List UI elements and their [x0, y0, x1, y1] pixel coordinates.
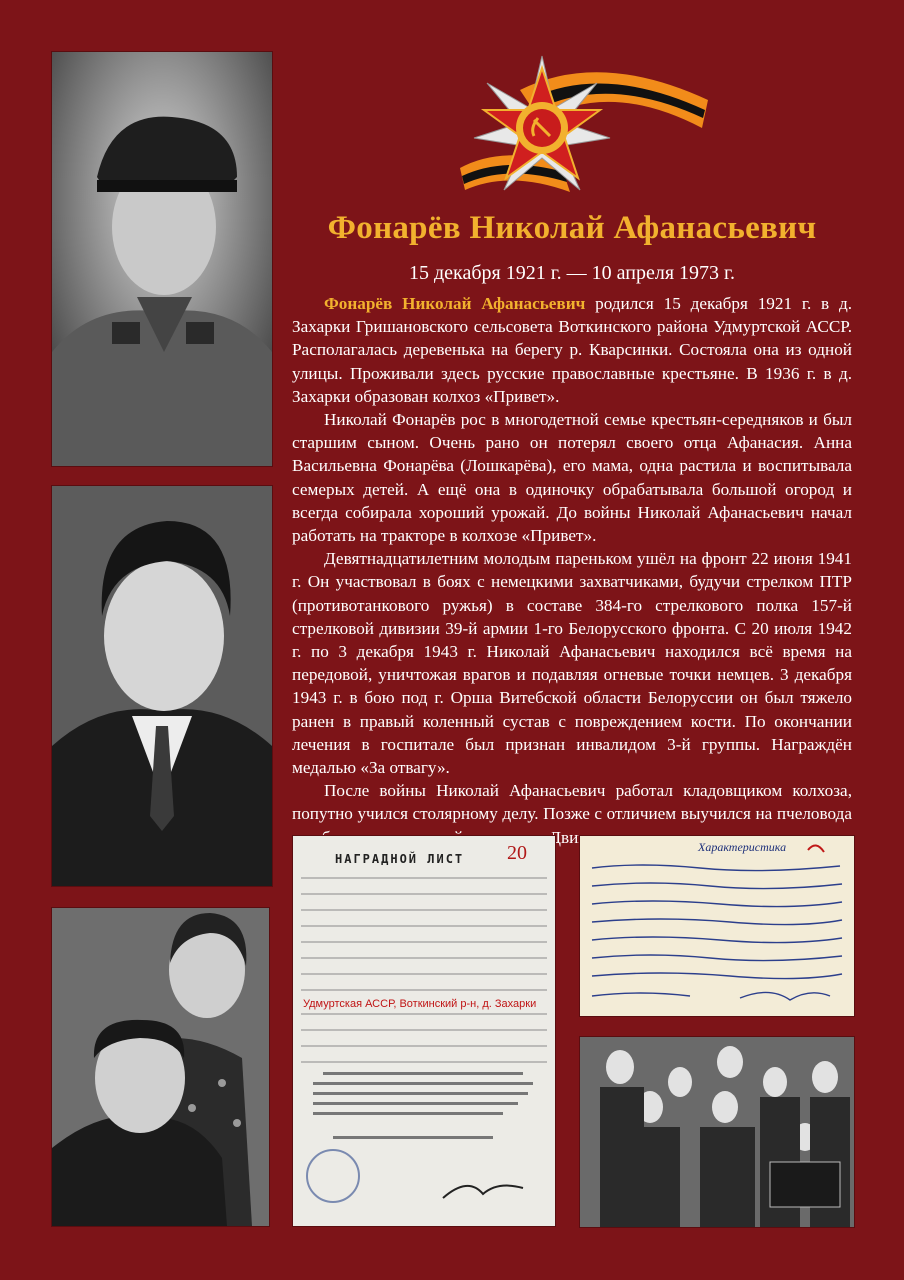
biography-paragraph [292, 292, 852, 408]
biography-paragraph-text: родился 15 декабря 1921 г. в д. Захарки Гришановского сельсовета Воткинского района Удмуртской АССР. Располагалась деревенька на берегу р. Кварсинки. Состояла она из одной улицы. Проживали здесь русские православные крестьяне. В 1936 г. в д. Захарки образован колхоз «Привет». [292, 294, 852, 406]
life-dates: 15 декабря 1921 г. — 10 апреля 1973 г. [409, 262, 735, 284]
biography-paragraph: Девятнадцатилетним молодым пареньком ушёл на фронт 22 июня 1941 г. Он участвовал в боях с немецкими захватчиками, будучи стрелком ПТР (противотанкового ружья) в составе 384-го стрелкового полка 157-й стрелковой дивизии 39-й армии 1-го Белорусского фронта. С 20 июля 1942 г. по 3 декабря 1943 г. Николай Афанасьевич находился всё время на передовой, уничтожая врагов и подавляя огневые точки немцев. 3 декабря 1943 г. в бою под г. Орша Витебской области Белоруссии он был тяжело ранен в правый коленный сустав с повреждением кости. По окончании лечения в госпитале был признан инвалидом 3-й группы. Награждён медалью «За отвагу». [292, 549, 852, 778]
biography-paragraph: Николай Фонарёв рос в многодетной семье крестьян-середняков и был старшим сыном. Очень рано он потерял своего отца Афанасия. Анна Васильевна Фонарёва (Лошкарёва), его мама, одна растила и воспитывала семерых детей. А ещё она в одиночку обрабатывала большой огород и всегда собирала хороший урожай. До войны Николай Афанасьевич начал работать на тракторе в колхозе «Привет». [292, 410, 852, 546]
person-name-title: Фонарёв Николай Афанасьевич [327, 210, 817, 246]
portrait-in-uniform-photo [52, 52, 272, 466]
biography-name-highlight: Фонарёв Николай Афанасьевич [324, 294, 586, 313]
biography-paragraph: После войны Николай Афанасьевич работал кладовщиком колхоза, попутно учился столярному делу. Позже с отличием выучился на пчеловода [292, 781, 852, 824]
reference-letter-heading: Характеристика [698, 840, 787, 854]
portrait-in-suit-photo [52, 486, 272, 886]
award-sheet-place-label: Удмуртская АССР, Воткинский р-н, д. Захарки [303, 998, 537, 1010]
reference-letter-document [580, 836, 854, 1016]
order-emblem [440, 50, 710, 200]
biography-text [292, 292, 852, 849]
family-group-photo [580, 1037, 854, 1227]
award-sheet-heading: НАГРАДНОЙ ЛИСТ [335, 852, 465, 866]
couple-photo [52, 908, 269, 1226]
award-sheet-document [293, 836, 555, 1226]
award-sheet-number: 20 [507, 842, 527, 864]
